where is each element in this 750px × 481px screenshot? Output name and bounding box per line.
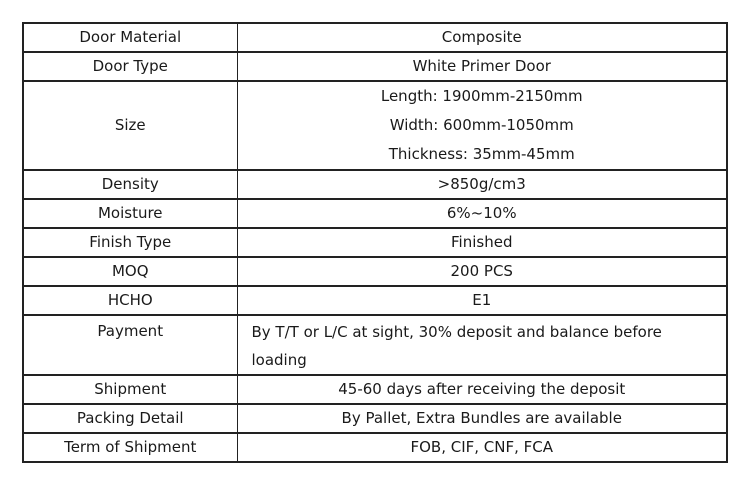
row-value-door-material: Composite xyxy=(237,23,727,52)
row-label-term-of-shipment: Term of Shipment xyxy=(23,433,237,462)
table-row-finish-type xyxy=(23,228,727,257)
table-row-door-type xyxy=(23,52,727,81)
row-value-packing-detail: By Pallet, Extra Bundles are available xyxy=(237,404,727,433)
size-line-width: Width: 600mm-1050mm xyxy=(389,116,574,134)
table-row-moq xyxy=(23,257,727,286)
table-row-door-material xyxy=(23,23,727,52)
row-label-size: Size xyxy=(23,81,237,170)
table-row-term-of-shipment xyxy=(23,433,727,462)
size-line-thickness: Thickness: 35mm-45mm xyxy=(388,145,575,163)
row-label-finish-type: Finish Type xyxy=(23,228,237,257)
row-label-moq: MOQ xyxy=(23,257,237,286)
row-label-payment: Payment xyxy=(23,315,237,375)
table-row-hcho xyxy=(23,286,727,315)
row-label-door-type: Door Type xyxy=(23,52,237,81)
table-row-packing-detail xyxy=(23,404,727,433)
row-value-size xyxy=(237,81,727,170)
row-value-hcho: E1 xyxy=(237,286,727,315)
table-row-density xyxy=(23,170,727,199)
table-row-moisture xyxy=(23,199,727,228)
row-value-door-type: White Primer Door xyxy=(237,52,727,81)
row-label-moisture: Moisture xyxy=(23,199,237,228)
row-value-moq: 200 PCS xyxy=(237,257,727,286)
table-row-size xyxy=(23,81,727,170)
spec-table-container xyxy=(22,22,728,463)
door-spec-table xyxy=(22,22,728,463)
table-row-payment xyxy=(23,315,727,375)
row-label-packing-detail: Packing Detail xyxy=(23,404,237,433)
row-value-payment: By T/T or L/C at sight, 30% deposit and balance before loading xyxy=(237,315,727,375)
table-row-shipment xyxy=(23,375,727,404)
row-label-hcho: HCHO xyxy=(23,286,237,315)
row-value-finish-type: Finished xyxy=(237,228,727,257)
row-value-moisture: 6%~10% xyxy=(237,199,727,228)
size-line-length: Length: 1900mm-2150mm xyxy=(380,87,583,105)
row-label-density: Density xyxy=(23,170,237,199)
row-value-shipment: 45-60 days after receiving the deposit xyxy=(237,375,727,404)
row-label-door-material: Door Material xyxy=(23,23,237,52)
row-label-shipment: Shipment xyxy=(23,375,237,404)
row-value-term-of-shipment: FOB, CIF, CNF, FCA xyxy=(237,433,727,462)
row-value-density: >850g/cm3 xyxy=(237,170,727,199)
